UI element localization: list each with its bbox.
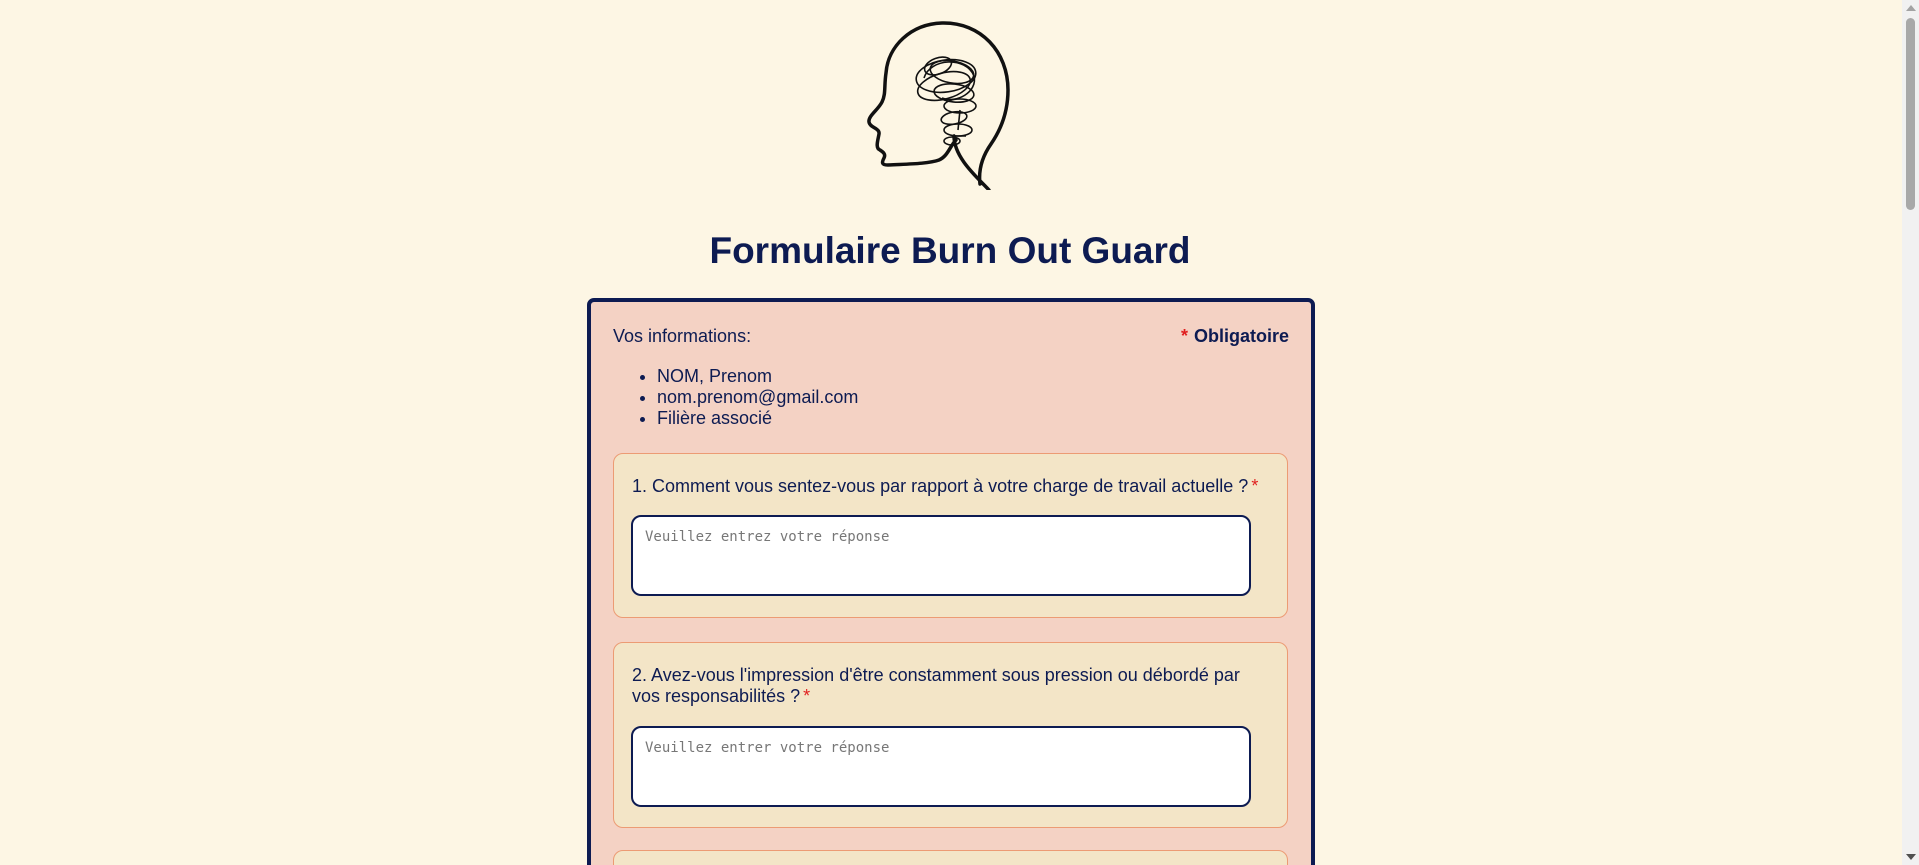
scroll-up-icon[interactable] <box>1906 5 1916 11</box>
scroll-thumb[interactable] <box>1906 18 1915 210</box>
question-3-box <box>613 850 1288 865</box>
info-label: Vos informations: <box>613 326 752 346</box>
scroll-down-icon[interactable] <box>1906 854 1916 860</box>
question-1-required-star: * <box>1251 476 1259 496</box>
question-2-text: 2. Avez-vous l'impression d'être constamment sous pression ou débordé par vos responsabilités ? <box>632 665 1240 706</box>
info-item-field: • Filière associé <box>657 408 858 429</box>
question-1-label <box>632 476 1272 497</box>
question-2-required-star: * <box>803 686 811 706</box>
info-item-name: • NOM, Prenom <box>657 366 858 387</box>
head-scribble-icon <box>866 18 1016 190</box>
info-item-email: • nom.prenom@gmail.com <box>657 387 858 408</box>
question-2-box <box>613 642 1288 828</box>
required-label: Obligatoire <box>1193 326 1289 346</box>
required-star: * <box>1180 326 1188 346</box>
question-1-text: 1. Comment vous sentez-vous par rapport à votre charge de travail actuelle ? <box>632 476 1249 496</box>
vertical-scrollbar[interactable] <box>1902 0 1919 865</box>
question-2-label <box>632 665 1272 707</box>
question-1-answer[interactable] <box>631 515 1251 596</box>
info-list <box>657 366 858 429</box>
page-title: Formulaire Burn Out Guard <box>709 230 1191 271</box>
form-card <box>587 298 1315 865</box>
required-note <box>1181 326 1289 347</box>
question-2-answer[interactable] <box>631 726 1251 807</box>
question-1-box <box>613 453 1288 618</box>
